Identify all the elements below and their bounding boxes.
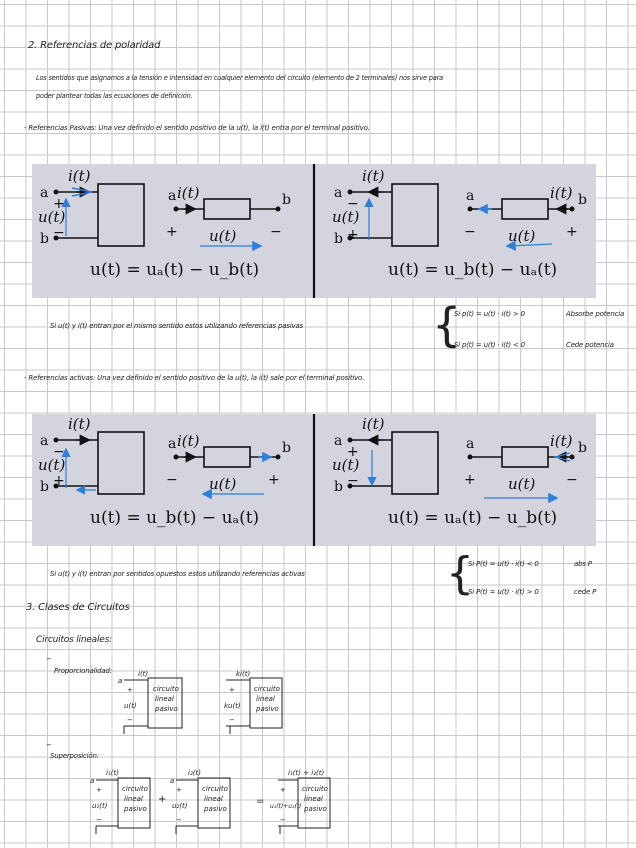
mini-circuit: [224, 670, 282, 734]
node-a-label: a: [168, 188, 177, 204]
box-text: pasivo: [155, 705, 178, 713]
active-case-1: Si P(t) = u(t) · i(t) < 0: [468, 560, 539, 568]
resistor-left: [204, 447, 250, 467]
current-label: i(t): [362, 167, 385, 185]
minus-sign: −: [347, 196, 359, 212]
current-label: i(t): [68, 167, 91, 185]
passive-brace: {: [432, 298, 462, 352]
plus-sign: +: [566, 224, 578, 240]
minus-sign: −: [347, 473, 359, 489]
linear-circuits-subtitle: Circuitos lineales:: [36, 635, 112, 645]
minus-sign: −: [566, 472, 578, 488]
box-text: circuito: [302, 785, 328, 793]
box-text: lineal: [124, 795, 143, 803]
node-b-label: b: [578, 440, 587, 456]
voltage-label: u(t): [124, 702, 137, 710]
node-a-label: a: [40, 433, 49, 449]
voltage-label: u(t): [209, 227, 237, 245]
minus-sign: −: [166, 472, 178, 488]
passive-formula-left: u(t) = uₐ(t) − u_b(t): [90, 260, 260, 280]
plus-operator: +: [158, 794, 167, 805]
node-b-label: b: [578, 192, 587, 208]
box-text: lineal: [304, 795, 323, 803]
active-case-1-result: abs P: [574, 560, 592, 568]
voltage-label: ku(t): [224, 702, 241, 710]
current-label: i(t): [550, 432, 573, 450]
active-diagram-panel: [32, 414, 596, 546]
dash-marker: −: [46, 741, 52, 749]
source-box-left: [98, 184, 144, 246]
plus-sign: +: [229, 686, 235, 694]
box-text: pasivo: [204, 805, 227, 813]
superposition-label: Superposición:: [50, 752, 99, 760]
passive-diagram-panel: [32, 164, 596, 298]
plus-sign: +: [127, 686, 133, 694]
mini-circuit: [170, 769, 230, 834]
node-b-label: b: [282, 440, 291, 456]
node-b-label: b: [40, 479, 49, 495]
current-label: i(t): [177, 432, 200, 450]
minus-sign: −: [229, 716, 235, 724]
svg-text:a: a: [118, 677, 123, 685]
box-text: pasivo: [124, 805, 147, 813]
voltage-label: u(t): [332, 208, 360, 226]
plus-sign: +: [53, 196, 65, 212]
voltage-label: u(t): [508, 475, 536, 493]
minus-sign: −: [53, 225, 65, 241]
current-label: i₁(t): [106, 769, 119, 777]
minus-sign: −: [176, 816, 182, 824]
node-b-label: b: [334, 231, 343, 247]
voltage-label: u(t): [38, 456, 66, 474]
active-formula-left: u(t) = u_b(t) − uₐ(t): [90, 508, 260, 528]
current-label: i(t): [177, 184, 200, 202]
plus-sign: +: [96, 786, 102, 794]
passive-heading: - Referencias Pasivas: Una vez definido el sentido positivo de la u(t), la i(t) entra por el terminal positivo.: [24, 124, 370, 132]
section-title-circuits: 3. Clases de Circuitos: [26, 602, 130, 613]
node-b-label: b: [40, 231, 49, 247]
box-text: lineal: [256, 695, 275, 703]
box-text: circuito: [122, 785, 148, 793]
node-a-label: a: [40, 185, 49, 201]
voltage-label: u(t): [209, 475, 237, 493]
proportionality-label: Proporcionalidad:: [54, 667, 112, 675]
current-label: ki(t): [236, 670, 251, 678]
active-formula-right: u(t) = uₐ(t) − u_b(t): [388, 508, 558, 528]
source-box-left: [98, 432, 144, 494]
section-title-polarity: 2. Referencias de polaridad: [28, 40, 161, 51]
dash-marker: −: [46, 655, 52, 663]
box-text: pasivo: [256, 705, 279, 713]
box-text: lineal: [155, 695, 174, 703]
passive-case-2: Si p(t) = u(t) · i(t) < 0: [454, 341, 525, 349]
current-label: i₁(t) + i₂(t): [288, 769, 325, 777]
mini-circuit: [270, 769, 330, 834]
active-case-2: Si P(t) = u(t) · i(t) > 0: [468, 588, 539, 596]
box-text: circuito: [153, 685, 179, 693]
current-label: i(t): [362, 415, 385, 433]
current-label: i(t): [550, 184, 573, 202]
voltage-label: u₁(t)+u₂(t): [270, 803, 302, 810]
minus-sign: −: [127, 716, 133, 724]
intro-line-2: poder plantear todas las ecuaciones de definición.: [36, 92, 193, 100]
minus-sign: −: [464, 224, 476, 240]
source-box-right: [392, 432, 438, 494]
voltage-label: u₂(t): [172, 802, 188, 810]
passive-case-2-result: Cede potencia: [566, 341, 614, 349]
plus-sign: +: [53, 473, 65, 489]
box-text: circuito: [202, 785, 228, 793]
node-a-label: a: [334, 433, 343, 449]
intro-line-1: Los sentidos que asignamos a la tensión e intensidad en cualquier elemento del circuito (elemento de 2 terminales) nos sirve para: [36, 74, 443, 82]
plus-sign: +: [280, 786, 286, 794]
source-box-right: [392, 184, 438, 246]
plus-sign: +: [176, 786, 182, 794]
minus-sign: −: [96, 816, 102, 824]
mini-circuit: [90, 769, 150, 834]
active-case-2-result: cede P: [574, 588, 597, 596]
active-statement: Si u(t) y i(t) entran por sentidos opuestos estos utilizando referencias activas: [50, 570, 305, 578]
passive-case-1: Si p(t) = u(t) · i(t) > 0: [454, 310, 525, 318]
box-text: pasivo: [304, 805, 327, 813]
plus-sign: +: [347, 227, 359, 243]
node-a-label: a: [334, 185, 343, 201]
minus-sign: −: [270, 224, 282, 240]
voltage-label: u(t): [332, 456, 360, 474]
voltage-label: u₁(t): [92, 802, 108, 810]
node-a-label: a: [466, 436, 475, 452]
minus-sign: −: [53, 444, 65, 460]
active-brace: {: [446, 548, 474, 599]
voltage-label: u(t): [508, 227, 536, 245]
current-label: i(t): [138, 670, 149, 678]
voltage-label: u(t): [38, 208, 66, 226]
equals-operator: =: [256, 796, 265, 807]
minus-sign: −: [280, 816, 286, 824]
node-a-label: a: [466, 188, 475, 204]
svg-text:a: a: [170, 777, 175, 785]
passive-formula-right: u(t) = u_b(t) − uₐ(t): [388, 260, 558, 280]
node-a-label: a: [168, 436, 177, 452]
svg-text:a: a: [90, 777, 95, 785]
box-text: lineal: [204, 795, 223, 803]
current-label: i(t): [68, 415, 91, 433]
mini-circuit: [118, 670, 182, 734]
resistor-left: [204, 199, 250, 219]
resistor-right: [502, 447, 548, 467]
box-text: circuito: [254, 685, 280, 693]
plus-sign: +: [166, 224, 178, 240]
node-b-label: b: [282, 192, 291, 208]
passive-statement: Si u(t) y i(t) entran por el mismo sentido estos utilizando referencias pasivas: [50, 322, 303, 330]
passive-case-1-result: Absorbe potencia: [566, 310, 625, 318]
resistor-right: [502, 199, 548, 219]
current-label: i₂(t): [188, 769, 201, 777]
node-b-label: b: [334, 479, 343, 495]
plus-sign: +: [268, 472, 280, 488]
plus-sign: +: [464, 472, 476, 488]
active-heading: - Referencias activas: Una vez definido el sentido positivo de la u(t), la i(t) sale por el terminal positivo.: [24, 374, 365, 382]
plus-sign: +: [347, 444, 359, 460]
